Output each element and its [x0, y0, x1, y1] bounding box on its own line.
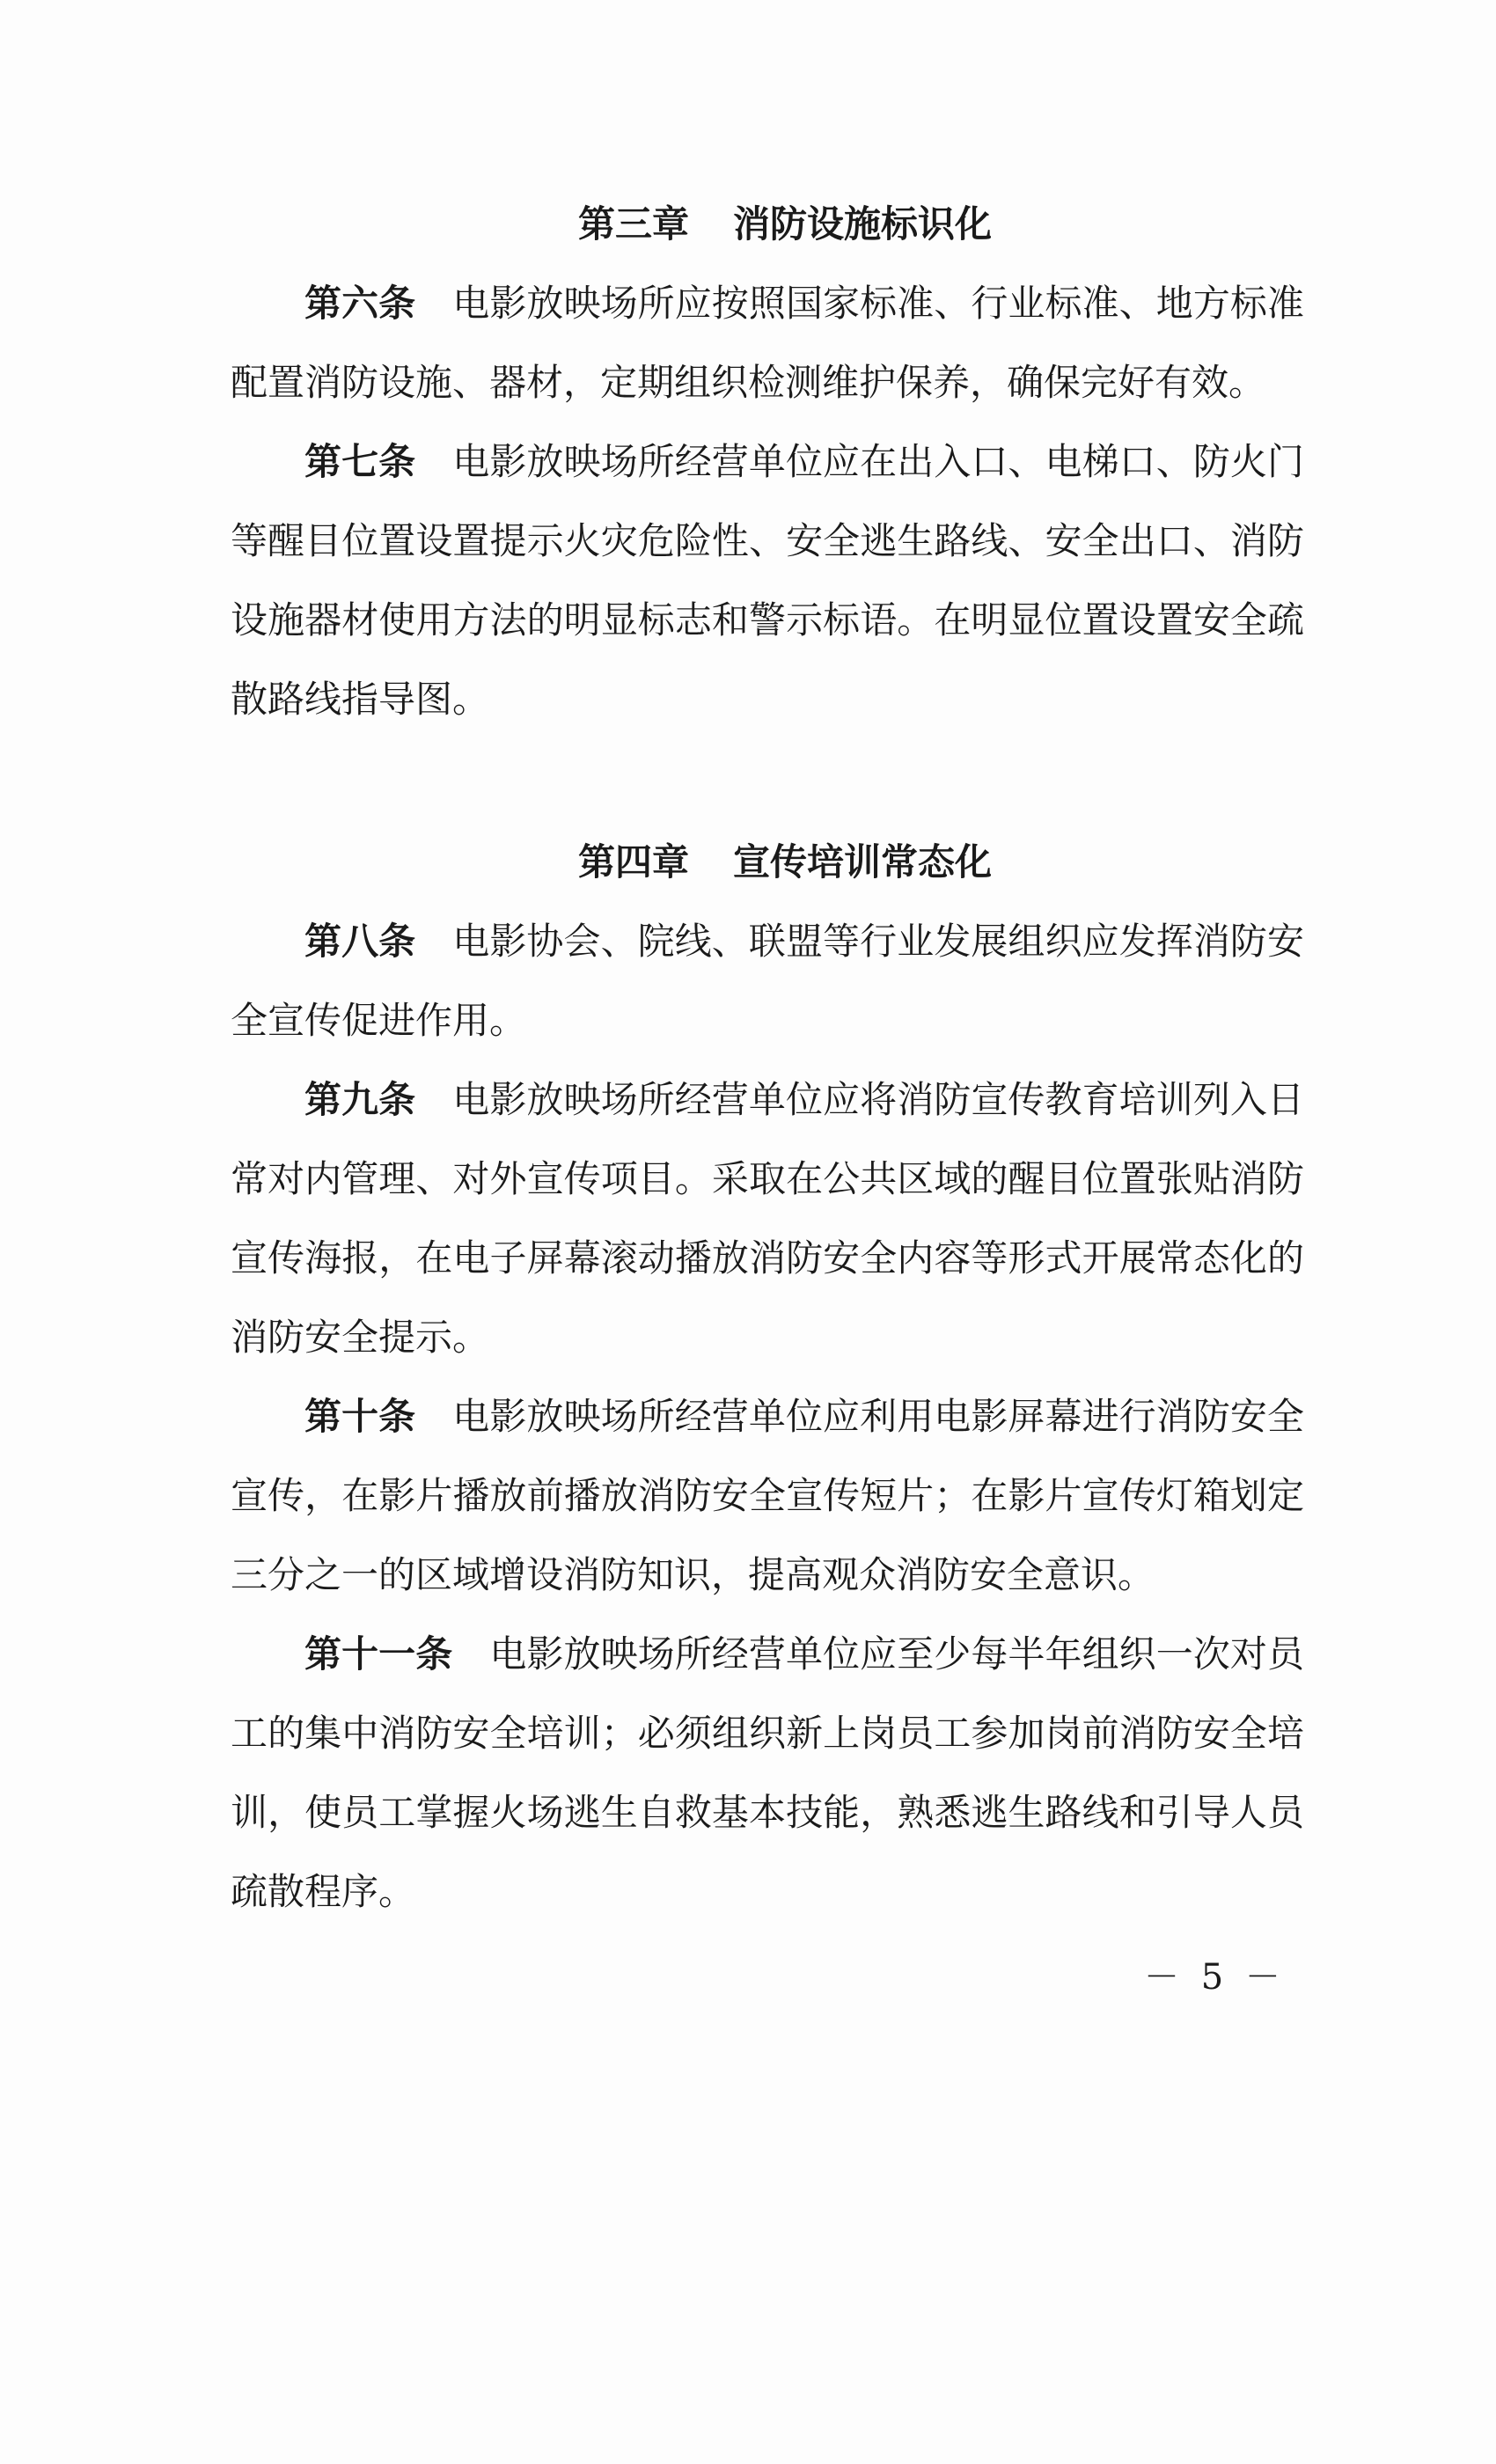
chapter-title — [231, 185, 1304, 264]
chapter-3 — [231, 185, 1304, 739]
article-heading: 第六条 — [304, 282, 416, 325]
article-heading: 第八条 — [304, 920, 416, 963]
article-8 — [231, 902, 1304, 1060]
article-10 — [231, 1377, 1304, 1615]
article-text: 电影放映场所经营单位应将消防宣传教育培训列入日常对内管理、对外宣传项目。采取在公共区域的醒目位置张贴消防宣传海报，在电子屏幕滚动播放消防安全内容等形式开展常态化的消防安全提示。 — [231, 1078, 1304, 1359]
article-heading: 第十条 — [304, 1395, 416, 1438]
chapter-name: 消防设施标识化 — [733, 202, 993, 246]
article-11 — [231, 1615, 1304, 1932]
article-heading: 第七条 — [304, 440, 416, 483]
article-text: 电影放映场所经营单位应利用电影屏幕进行消防安全宣传，在影片播放前播放消防安全宣传短片；在影片宣传灯箱划定三分之一的区域增设消防知识，提高观众消防安全意识。 — [231, 1395, 1304, 1596]
chapter-number: 第三章 — [577, 202, 689, 246]
article-text: 电影协会、院线、联盟等行业发展组织应发挥消防安全宣传促进作用。 — [231, 920, 1304, 1042]
chapter-title — [231, 823, 1304, 902]
article-text: 电影放映场所经营单位应在出入口、电梯口、防火门等醒目位置设置提示火灾危险性、安全逃生路线、安全出口、消防设施器材使用方法的明显标志和警示标语。在明显位置设置安全疏散路线指导图。 — [231, 440, 1304, 721]
chapter-4 — [231, 823, 1304, 1932]
article-text: 电影放映场所应按照国家标准、行业标准、地方标准配置消防设施、器材，定期组织检测维护保养，确保完好有效。 — [231, 282, 1304, 404]
article-text: 电影放映场所经营单位应至少每半年组织一次对员工的集中消防安全培训；必须组织新上岗员工参加岗前消防安全培训，使员工掌握火场逃生自救基本技能，熟悉逃生路线和引导人员疏散程序。 — [231, 1632, 1304, 1913]
article-7 — [231, 422, 1304, 739]
chapter-name: 宣传培训常态化 — [733, 840, 993, 884]
article-heading: 第九条 — [304, 1078, 416, 1121]
article-9 — [231, 1060, 1304, 1377]
chapter-number: 第四章 — [577, 840, 689, 884]
document-body — [231, 185, 1304, 1932]
page-number: － 5 － — [1144, 1957, 1286, 1998]
section-spacer — [231, 739, 1304, 823]
article-heading: 第十一条 — [304, 1632, 453, 1676]
article-6 — [231, 264, 1304, 422]
